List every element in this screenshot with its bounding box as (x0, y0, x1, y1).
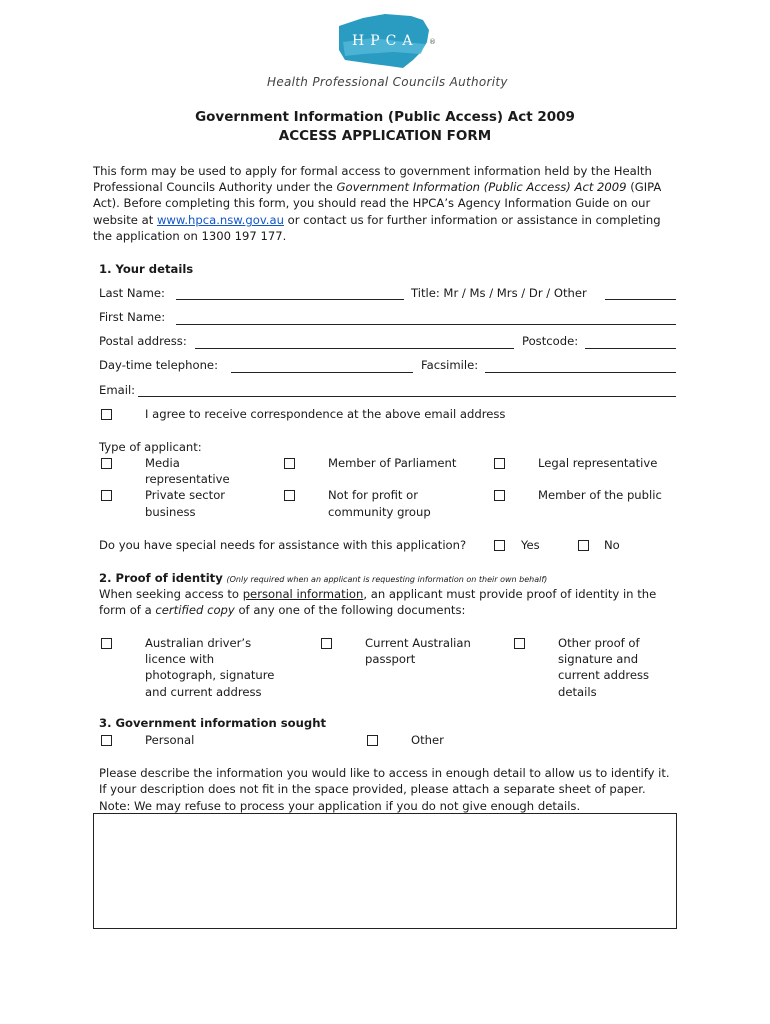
special-needs-yes-checkbox[interactable] (494, 540, 505, 551)
title-field[interactable] (605, 299, 676, 300)
proof-text: , an applicant must provide proof of identity in the (363, 587, 657, 601)
passport-label: Current Australian (365, 636, 471, 650)
other-proof-label: signature and (558, 652, 639, 666)
daytime-telephone-label: Day-time telephone: (99, 358, 218, 372)
other-proof-label: details (558, 685, 597, 699)
title-label: Title: Mr / Ms / Mrs / Dr / Other (411, 286, 587, 300)
drivers-licence-checkbox[interactable] (101, 638, 112, 649)
act-name: Government Information (Public Access) Act 2009 (336, 180, 627, 194)
describe-line-1: Please describe the information you would like to access in enough detail to allow us to identify it. (99, 766, 670, 780)
postcode-label: Postcode: (522, 334, 579, 348)
section2-note: (Only required when an applicant is requesting information on their own behalf) (226, 575, 548, 584)
passport-label: passport (365, 652, 416, 666)
legal-label: Legal representative (538, 456, 658, 470)
drivers-licence-label: photograph, signature (145, 668, 275, 682)
proof-text: form of a (99, 603, 156, 617)
last-name-label: Last Name: (99, 286, 165, 300)
section2-heading: 2. Proof of identity (99, 571, 223, 585)
proof-text: When seeking access to (99, 587, 243, 601)
website-link[interactable]: www.hpca.nsw.gov.au (156, 213, 284, 227)
parliament-label: Member of Parliament (328, 456, 457, 470)
intro-text: Professional Councils Authority under the (93, 180, 337, 194)
intro-line-5: the application on 1300 197 177. (93, 229, 287, 243)
form-title-line1: Government Information (Public Access) Act 2009 (195, 109, 575, 125)
no-label: No (604, 538, 620, 552)
other-label: Other (411, 733, 444, 747)
personal-info-checkbox[interactable] (101, 735, 112, 746)
other-proof-label: Other proof of (558, 636, 640, 650)
other-proof-label: current address (558, 668, 650, 682)
proof-line-1 (99, 586, 656, 603)
drivers-licence-label: and current address (145, 685, 262, 699)
form-title-line2: ACCESS APPLICATION FORM (278, 128, 492, 144)
describe-line-2: If your description does not fit in the space provided, please attach a separate sheet of paper. (99, 782, 646, 796)
drivers-licence-label: Australian driver’s (145, 636, 252, 650)
member-public-checkbox[interactable] (494, 490, 505, 501)
description-textbox[interactable] (93, 813, 677, 929)
legal-checkbox[interactable] (494, 458, 505, 469)
media-label: representative (145, 472, 230, 486)
daytime-telephone-field[interactable] (231, 372, 413, 373)
describe-line-3: Note: We may refuse to process your application if you do not give enough details. (99, 799, 581, 813)
proof-line-2 (99, 602, 465, 619)
certified-copy-text: certified copy (155, 603, 235, 617)
member-public-label: Member of the public (538, 488, 662, 502)
intro-line-2 (93, 179, 661, 196)
not-for-profit-checkbox[interactable] (284, 490, 295, 501)
svg-text:®: ® (429, 38, 436, 46)
intro-line-3: Act). Before completing this form, you should read the HPCA’s Agency Information Guide on our (93, 196, 651, 210)
postcode-field[interactable] (585, 348, 676, 349)
intro-text: or contact us for further information or assistance in completing (283, 213, 661, 227)
section1-heading: 1. Your details (99, 262, 194, 276)
postal-address-field[interactable] (195, 348, 514, 349)
agree-email-label: I agree to receive correspondence at the above email address (145, 407, 506, 421)
intro-line-1: This form may be used to apply for formal access to government information held by the Health (93, 164, 652, 178)
special-needs-question: Do you have special needs for assistance with this application? (99, 538, 467, 552)
private-sector-label: business (145, 505, 196, 519)
facsimile-field[interactable] (485, 372, 676, 373)
private-sector-checkbox[interactable] (101, 490, 112, 501)
special-needs-no-checkbox[interactable] (578, 540, 589, 551)
proof-text: of any one of the following documents: (234, 603, 466, 617)
postal-address-label: Postal address: (99, 334, 187, 348)
agree-email-checkbox[interactable] (101, 409, 112, 420)
applicant-type-label: Type of applicant: (99, 440, 202, 454)
org-name: Health Professional Councils Authority (267, 75, 508, 89)
not-for-profit-label: community group (328, 505, 431, 519)
first-name-field[interactable] (176, 324, 676, 325)
email-field[interactable] (138, 396, 676, 397)
other-proof-checkbox[interactable] (514, 638, 525, 649)
first-name-label: First Name: (99, 310, 166, 324)
facsimile-label: Facsimile: (421, 358, 479, 372)
not-for-profit-label: Not for profit or (328, 488, 418, 502)
intro-text: website at (93, 213, 157, 227)
drivers-licence-label: licence with (145, 652, 215, 666)
personal-information-text: personal information (242, 587, 364, 601)
logo-text: HPCA (352, 33, 419, 49)
last-name-field[interactable] (176, 299, 404, 300)
intro-line-4 (93, 212, 661, 229)
private-sector-label: Private sector (145, 488, 226, 502)
media-label: Media (145, 456, 180, 470)
other-info-checkbox[interactable] (367, 735, 378, 746)
parliament-checkbox[interactable] (284, 458, 295, 469)
intro-text: (GIPA (626, 180, 662, 194)
personal-label: Personal (145, 733, 195, 747)
media-checkbox[interactable] (101, 458, 112, 469)
email-label: Email: (99, 383, 136, 397)
passport-checkbox[interactable] (321, 638, 332, 649)
yes-label: Yes (521, 538, 540, 552)
section3-heading: 3. Government information sought (99, 716, 327, 730)
